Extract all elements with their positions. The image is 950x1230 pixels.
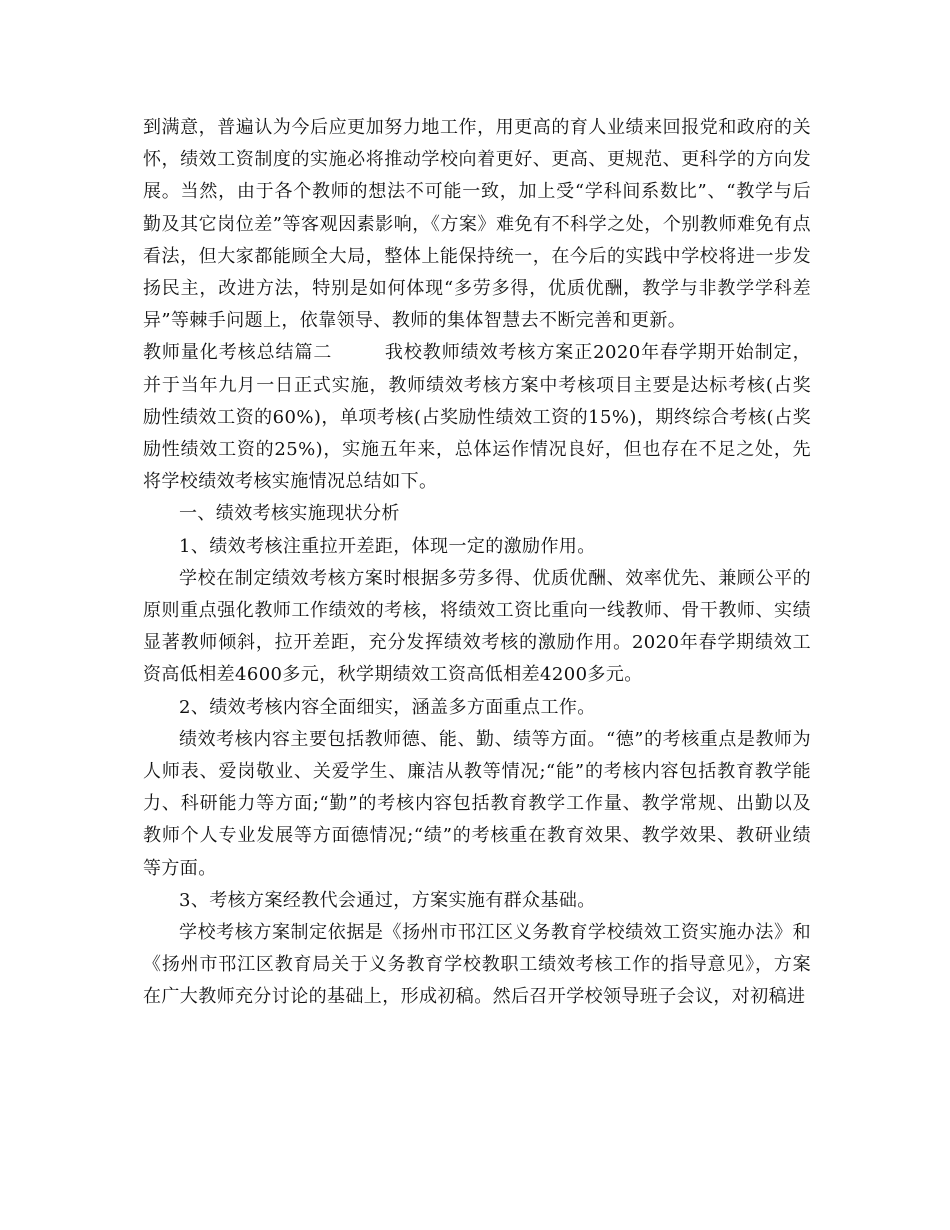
subheading-status-analysis: 一、绩效考核实施现状分析: [179, 503, 400, 525]
section-heading: 教师量化考核总结篇二: [143, 342, 333, 364]
paragraph-point-3: 学校考核方案制定依据是《扬州市邗江区义务教育学校绩效工资实施办法》和《扬州市邗江区教育局关于义务教育学校教职工绩效考核工作的指导意见》，方案在广大教师充分讨论的基础上，形成初稿。然后召开学校领导班子会议，对初稿进: [143, 922, 811, 1008]
point-heading-3: 3、考核方案经教代会通过，方案实施有群众基础。: [179, 889, 596, 911]
paragraph-point-1: 学校在制定绩效考核方案时根据多劳多得、优质优酬、效率优先、兼顾公平的原则重点强化教师工作绩效的考核，将绩效工资比重向一线教师、骨干教师、实绩显著教师倾斜，拉开差距，充分发挥绩效考核的激励作用。2020年春学期绩效工资高低相差4600多元，秋学期绩效工资高低相差4200多元。: [143, 567, 811, 686]
point-heading-1: 1、绩效考核注重拉开差距，体现一定的激励作用。: [179, 535, 596, 557]
point-heading-2: 2、绩效考核内容全面细实，涵盖多方面重点工作。: [179, 696, 596, 718]
paragraph-section-two: [143, 337, 811, 498]
document-body: [143, 112, 811, 1014]
paragraph-continuation: 到满意，普遍认为今后应更加努力地工作，用更高的育人业绩来回报党和政府的关怀，绩效工资制度的实施必将推动学校向着更好、更高、更规范、更科学的方向发展。当然，由于各个教师的想法不可能一致，加上受“学科间系数比”、“教学与后勤及其它岗位差”等客观因素影响，《方案》难免有不科学之处，个别教师难免有点看法，但大家都能顾全大局，整体上能保持统一，在今后的实践中学校将进一步发扬民主，改进方法，特别是如何体现“多劳多得，优质优酬，教学与非教学学科差异”等棘手问题上，依靠领导、教师的集体智慧去不断完善和更新。: [143, 117, 811, 332]
section-two-body: 我校教师绩效考核方案正2020年春学期开始制定，并于当年九月一日正式实施，教师绩效考核方案中考核项目主要是达标考核(占奖励性绩效工资的60%)，单项考核(占奖励性绩效工资的15%)，期终综合考核(占奖励性绩效工资的25%)，实施五年来，总体运作情况良好，但也存在不足之处，先将学校绩效考核实施情况总结如下。: [143, 342, 811, 493]
paragraph-point-2: 绩效考核内容主要包括教师德、能、勤、绩等方面。“德”的考核重点是教师为人师表、爱岗敬业、关爱学生、廉洁从教等情况;“能”的考核内容包括教育教学能力、科研能力等方面;“勤”的考核内容包括教育教学工作量、教学常规、出勤以及教师个人专业发展等方面德情况;“绩”的考核重在教育效果、教学效果、教研业绩等方面。: [143, 728, 811, 879]
